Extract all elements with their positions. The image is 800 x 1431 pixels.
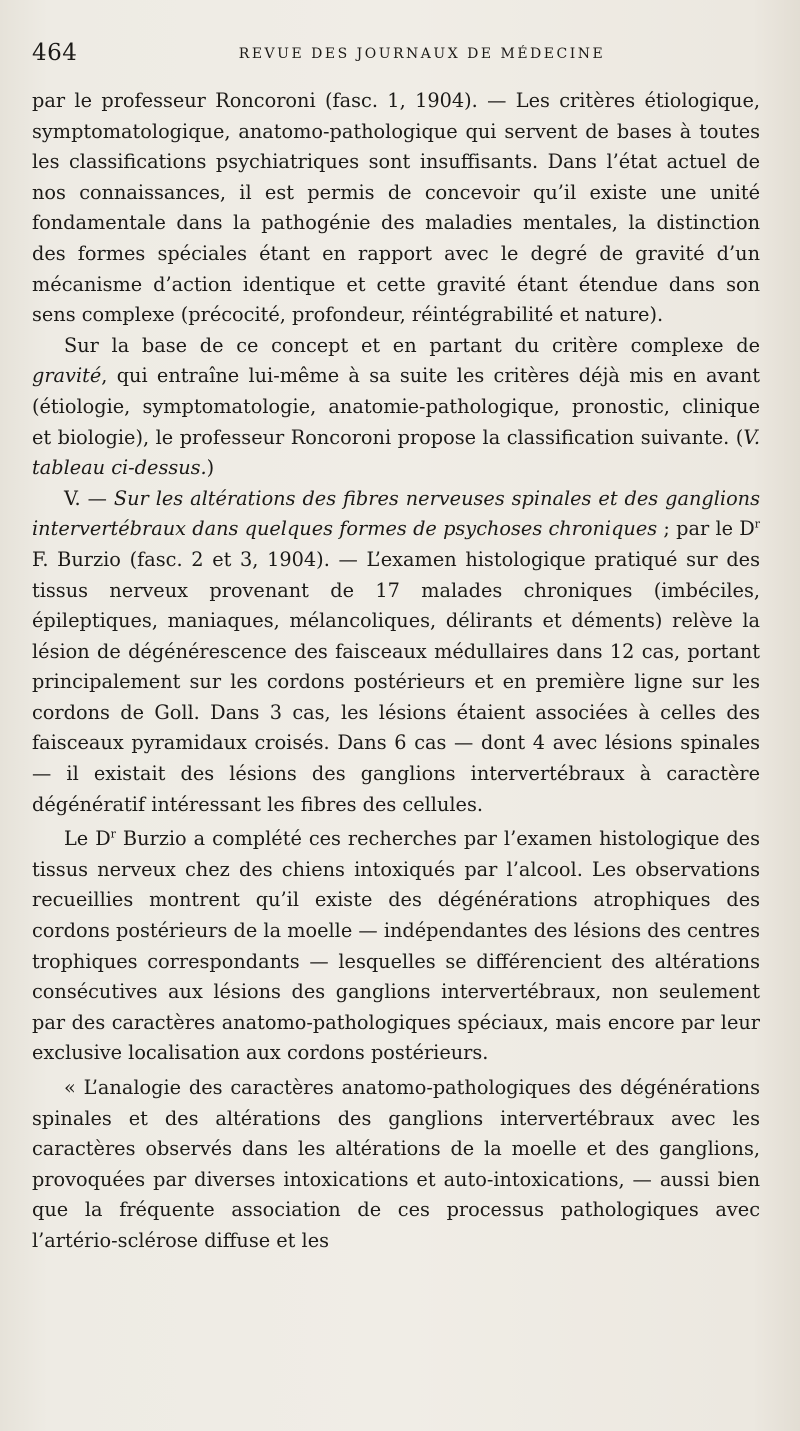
page-header: [32, 40, 762, 70]
paragraph-text: Le D: [64, 827, 111, 851]
paragraph-classification: [32, 331, 760, 484]
paragraph-text: F. Burzio (fasc. 2 et 3, 1904). — L’examen histologique pratiqué sur des tissus nerveux provenant de 17 malades chroniques (imbéciles, épileptiques, maniaques, mélancoliques, délirants et déments) relève la lésion de dégénérescence des faisceaux médullaires dans 12 cas, portant principalement sur les cordons postérieurs et en première ligne sur les cordons de Goll. Dans 3 cas, les lésions étaient associées à celles des faisceaux pyramidaux croisés. Dans 6 cas — dont 4 avec lésions spinales — il existait des lésions des ganglions intervertébraux à caractère dégénératif intéressant les fibres des cellules.: [32, 547, 760, 816]
paragraph-text: , qui entraîne lui-même à sa suite les critères déjà mis en avant (étiologie, symptomatologie, anatomie-pathologique, pronostic, clinique et biologie), le professeur Roncoroni propose la classification suivante. (: [32, 364, 760, 449]
paragraph-text: Burzio a complété ces recherches par l’examen histologique des tissus nerveux chez des chiens intoxiqués par l’alcool. Les observations recueillies montrent qu’il existe des dégénérations atrophiques des cordons postérieurs de la moelle — indépendantes des lésions des centres trophiques correspondants — lesquelles se différencient des altérations consécutives aux lésions des ganglions intervertébraux, non seulement par des caractères anatomo-pathologiques spéciaux, mais encore par leur exclusive localisation aux cordons postérieurs.: [32, 827, 760, 1065]
page-number: 464: [32, 40, 78, 66]
running-head: REVUE DES JOURNAUX DE MÉDECINE: [238, 46, 606, 62]
paragraph-burzio-article: [32, 484, 760, 821]
paragraph-roncoroni-intro: par le professeur Roncoroni (fasc. 1, 1904). — Les critères étiologique, symptomatologique, anatomo-pathologique qui servent de bases à toutes les classifications psychiatriques sont insuffisants. Dans l’état actuel de nos connaissances, il est permis de concevoir qu’il existe une unité fondamentale dans la pathogénie des maladies mentales, la distinction des formes spéciales étant en rapport avec le degré de gravité d’un mécanisme d’action identique et cette gravité étant étendue dans son sens complexe (précocité, profondeur, réintégrabilité et nature).: [32, 89, 760, 327]
paragraph-quotation: « L’analogie des caractères anatomo-pathologiques des dégénérations spinales et des altérations des ganglions intervertébraux avec les caractères observés dans les altérations de la moelle et des ganglions, provoquées par diverses intoxications et auto-intoxications, — aussi bien que la fréquente association de ces processus pathologiques avec l’artério-sclérose diffuse et les: [32, 1076, 760, 1252]
superscript: r: [110, 827, 116, 841]
paragraph-text: ): [206, 456, 215, 480]
paragraph-text: ; par le D: [657, 517, 755, 541]
article-body: [32, 86, 760, 1257]
paragraph-burzio-dogs: [32, 824, 760, 1069]
paragraph-text: Sur la base de ce concept et en partant du critère complexe de: [64, 333, 760, 357]
article-number: V. —: [64, 486, 114, 510]
emphasis-gravite: gravité: [32, 364, 102, 388]
article-title: Sur les altérations des fibres nerveuses spinales et des ganglions intervertébraux dans quelques formes de psychoses chroniques: [32, 486, 760, 541]
superscript: r: [754, 517, 761, 531]
table-reference: V. tableau ci-dessus.: [32, 425, 760, 480]
